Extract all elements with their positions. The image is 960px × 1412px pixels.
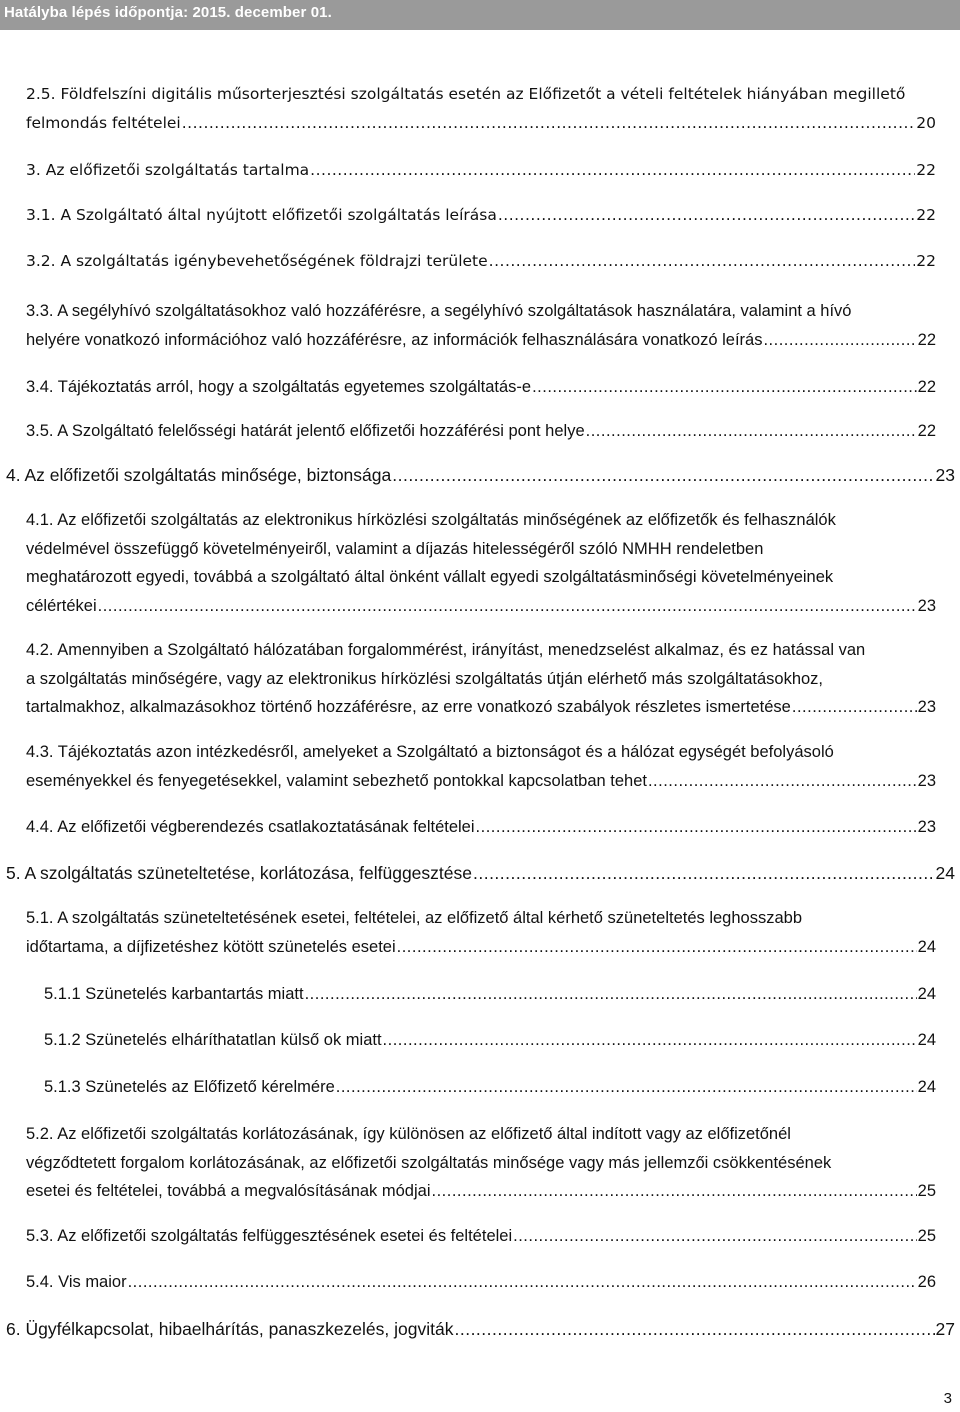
toc-page-number: 22 [917, 422, 936, 440]
toc-page-number: 20 [916, 113, 936, 132]
toc-entry-title: 6. Ügyfélkapcsolat, hibaelhárítás, panaszkezelés, jogviták [6, 1319, 454, 1339]
toc-entry-line: meghatározott egyedi, továbbá a szolgáltató által önként vállalt egyedi szolgáltatásminőségi követelményeinek [26, 568, 834, 586]
toc-entry-title: 3.2. A szolgáltatás igénybevehetőségének földrajzi területe [26, 252, 488, 270]
toc-leader-dots [454, 1315, 934, 1344]
toc-entry-line: 2.5. Földfelszíni digitális műsorterjesztési szolgáltatás esetén az Előfizetőt a vételi feltételek hiányában megillető [26, 85, 906, 103]
toc-entry-4-1[interactable] [26, 506, 936, 620]
toc-entry-line: védelmével összefüggő követelményeiről, valamint a díjazás hitelességéről szóló NMHH rendeletben [26, 539, 764, 558]
toc-page-number: 22 [917, 378, 936, 396]
toc-entry-3-1[interactable] [26, 201, 936, 230]
toc-page-number: 25 [917, 1182, 936, 1200]
toc-entry-3-4[interactable] [26, 373, 936, 402]
toc-page-number: 23 [917, 818, 936, 836]
toc-leader-dots [473, 859, 935, 888]
toc-entry-title: 4. Az előfizetői szolgáltatás minősége, biztonsága [6, 465, 392, 485]
toc-page-number: 23 [935, 465, 955, 485]
toc-entry-title: 5. A szolgáltatás szüneteltetése, korlátozása, felfüggesztése [6, 863, 472, 883]
toc-entry-5-2[interactable] [26, 1120, 936, 1206]
toc-leader-dots [648, 767, 917, 796]
toc-page-number: 27 [935, 1319, 955, 1339]
toc-entry-line: a szolgáltatás minőségére, vagy az elektronikus hírközlési szolgáltatás útján elérhető más szolgáltatásokhoz, [26, 669, 824, 688]
toc-page-number: 22 [916, 252, 936, 270]
toc-entry-title: 3.5. A Szolgáltató felelősségi határát jelentő előfizetői hozzáférési pont helye [26, 422, 585, 440]
toc-page-number: 24 [917, 985, 936, 1003]
toc-entry-5[interactable] [6, 859, 955, 888]
toc-page-number: 26 [917, 1273, 936, 1291]
toc-leader-dots [586, 417, 917, 446]
toc-entry-title: 3.4. Tájékoztatás arról, hogy a szolgáltatás egyetemes szolgáltatás-e [26, 378, 532, 396]
toc-leader-dots [383, 1026, 917, 1055]
toc-leader-dots [397, 933, 917, 962]
effective-date-header: Hatályba lépés időpontja: 2015. december 01. [4, 4, 332, 21]
toc-leader-dots [532, 373, 917, 402]
toc-page-number: 24 [917, 937, 936, 956]
toc-leader-dots [98, 592, 917, 621]
toc-entry-title: 4.4. Az előfizetői végberendezés csatlakoztatásának feltételei [26, 818, 475, 836]
toc-entry-title: 5.1.1 Szünetelés karbantartás miatt [44, 985, 304, 1003]
toc-entry-title: célértékei [26, 596, 97, 615]
toc-entry-title: tartalmakhoz, alkalmazásokhoz történő hozzáférésre, az erre vonatkozó szabályok részletes ismertetése [26, 698, 791, 716]
toc-page-number: 24 [935, 863, 955, 883]
toc-entry-title: helyére vonatkozó információhoz való hozzáférésre, az információk felhasználására vonatkozó leírás [26, 330, 763, 349]
toc-page-number: 22 [917, 330, 936, 349]
toc-entry-3-2[interactable] [26, 247, 936, 276]
toc-leader-dots [432, 1177, 917, 1206]
toc-entry-4-3[interactable] [26, 738, 936, 795]
toc-entry-title: esetei és feltételei, továbbá a megvalósításának módjai [26, 1182, 431, 1200]
toc-entry-title: 5.3. Az előfizetői szolgáltatás felfüggesztésének esetei és feltételei [26, 1227, 513, 1245]
toc-leader-dots [305, 980, 917, 1009]
toc-page-number: 22 [916, 161, 936, 179]
toc-page-number: 24 [917, 1078, 936, 1096]
page-number: 3 [943, 1390, 952, 1407]
toc-leader-dots [310, 156, 915, 185]
toc-entry-5-1-2[interactable] [44, 1026, 936, 1055]
toc-entry-5-4[interactable] [26, 1268, 936, 1297]
toc-entry-title: 5.1.3 Szünetelés az Előfizető kérelmére [44, 1078, 335, 1096]
toc-entry-3[interactable] [26, 156, 936, 185]
toc-entry-title: 5.1.2 Szünetelés elháríthatatlan külső ok miatt [44, 1031, 382, 1049]
toc-entry-4[interactable] [6, 461, 955, 490]
toc-entry-5-1[interactable] [26, 904, 936, 961]
toc-entry-line: 3.3. A segélyhívó szolgáltatásokhoz való hozzáférésre, a segélyhívó szolgáltatások használatára, valamint a hívó [26, 302, 852, 320]
toc-entry-title: 5.4. Vis maior [26, 1273, 127, 1291]
toc-entry-4-2[interactable] [26, 636, 936, 722]
toc-entry-title: felmondás feltételei [26, 113, 181, 132]
toc-entry-6[interactable] [6, 1315, 955, 1344]
toc-entry-title: 3. Az előfizetői szolgáltatás tartalma [26, 161, 310, 179]
toc-entry-line: 5.2. Az előfizetői szolgáltatás korlátozásának, így különösen az előfizető által indított vagy az előfizetőnél [26, 1125, 791, 1143]
toc-entry-line: végződtetett forgalom korlátozásának, az előfizetői szolgáltatás minősége vagy más jellemzői csökkentésének [26, 1153, 832, 1172]
toc-entry-title: eseményekkel és fenyegetésekkel, valamint sebezhető pontokkal kapcsolatban tehet [26, 771, 647, 790]
toc-entry-5-1-1[interactable] [44, 980, 936, 1009]
toc-entry-line: 5.1. A szolgáltatás szüneteltetésének esetei, feltételei, az előfizető által kérhető szüneteltetés leghosszabb [26, 909, 802, 927]
toc-page-number: 24 [917, 1031, 936, 1049]
toc-entry-2-5[interactable] [26, 80, 936, 137]
toc-leader-dots [392, 461, 934, 490]
toc-entry-title: 3.1. A Szolgáltató által nyújtott előfizetői szolgáltatás leírása [26, 206, 497, 224]
toc-entry-title: időtartama, a díjfizetéshez kötött szünetelés esetei [26, 937, 396, 956]
toc-leader-dots [792, 693, 917, 722]
toc-leader-dots [763, 326, 916, 355]
toc-entry-5-3[interactable] [26, 1222, 936, 1251]
toc-entry-3-3[interactable] [26, 297, 936, 354]
toc-leader-dots [128, 1268, 917, 1297]
toc-entry-line: 4.3. Tájékoztatás azon intézkedésről, amelyeket a Szolgáltató a biztonságot és a hálózat egységét befolyásoló [26, 743, 834, 761]
toc-entry-4-4[interactable] [26, 813, 936, 842]
toc-page-number: 23 [917, 698, 936, 716]
toc-leader-dots [336, 1073, 917, 1102]
toc-leader-dots [489, 247, 916, 276]
toc-leader-dots [182, 109, 916, 138]
toc-page-number: 22 [916, 206, 936, 224]
toc-entry-5-1-3[interactable] [44, 1073, 936, 1102]
toc-leader-dots [498, 201, 915, 230]
toc-page-number: 23 [917, 596, 936, 615]
toc-entry-line: 4.1. Az előfizetői szolgáltatás az elektronikus hírközlési szolgáltatás minőségének az előfizetők és felhasználók [26, 511, 836, 529]
toc-entry-3-5[interactable] [26, 417, 936, 446]
toc-leader-dots [513, 1222, 917, 1251]
toc-page-number: 23 [917, 771, 936, 790]
toc-leader-dots [476, 813, 917, 842]
toc-entry-line: 4.2. Amennyiben a Szolgáltató hálózatában forgalommérést, irányítást, menedzselést alkalmaz, és ez hatással van [26, 641, 866, 659]
toc-page-number: 25 [917, 1227, 936, 1245]
